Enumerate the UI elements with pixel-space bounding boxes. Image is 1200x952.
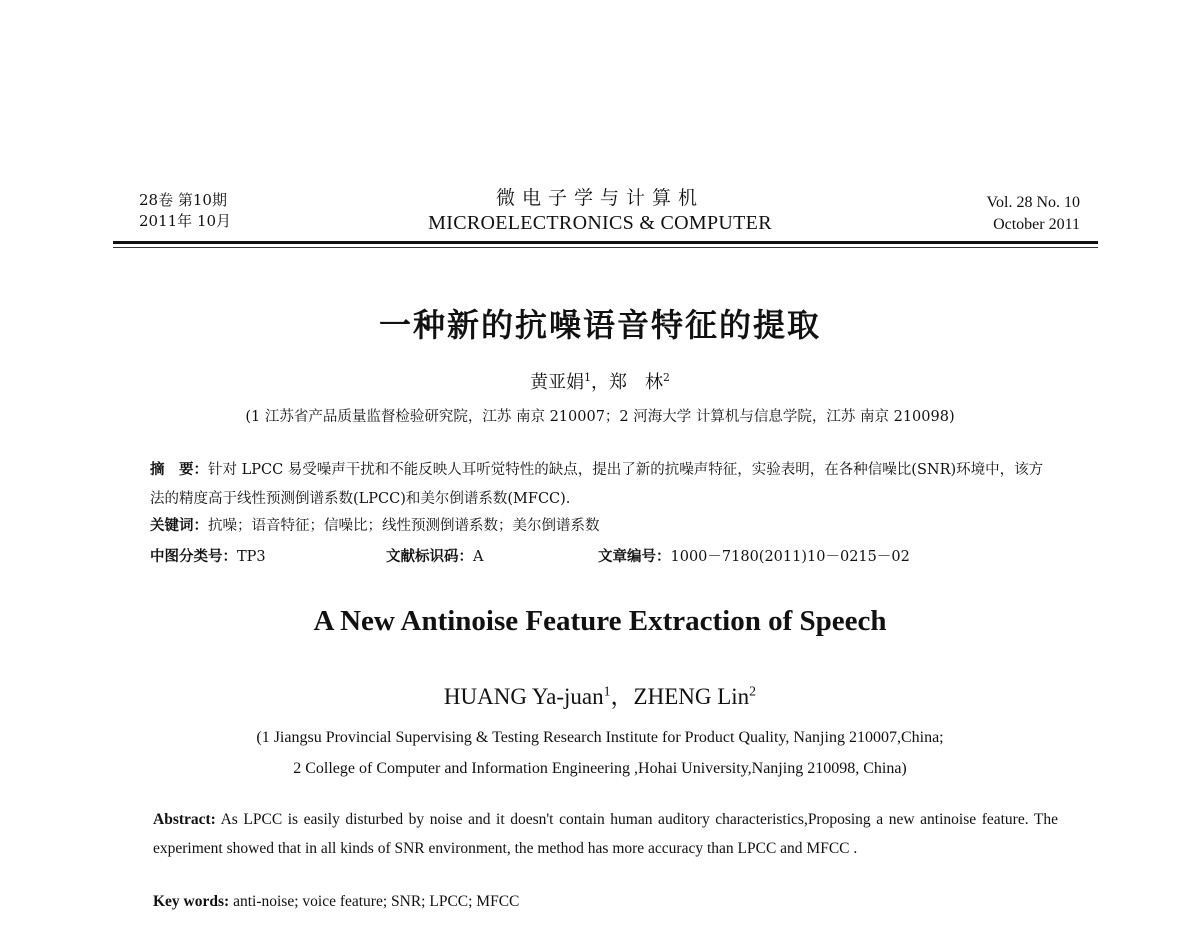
abstract-en-text: As LPCC is easily disturbed by noise and it doesn't contain human auditory characteristics,Proposing a new antinoise feature. The experiment showed that in all kinds of SNR environment, the method has more accuracy than LPCC and MFCC . [153,811,1058,857]
abstract-cn [150,456,1055,514]
author2-cn-sup: 2 [663,371,670,384]
abstract-cn-text: 针对 LPCC 易受噪声干扰和不能反映人耳听觉特性的缺点，提出了新的抗噪声特征，实验表明，在各种信噪比(SNR)环境中，该方法的精度高于线性预测倒谱系数(LPCC)和美尔倒谱系数(MFCC). [150,462,1044,507]
author2-cn: 郑 林 [609,372,663,393]
header-right [987,192,1081,236]
affiliation-en-line1: (1 Jiangsu Provincial Supervising & Testing Research Institute for Product Quality, Nanjing 210007,China; [256,729,944,746]
keywords-cn-text: 抗噪；语音特征；信噪比；线性预测倒谱系数；美尔倒谱系数 [208,518,600,534]
author1-en: HUANG Ya-juan [443,684,604,709]
document-code [386,545,483,566]
journal-name-cn: 微电子学与计算机 [495,187,704,209]
volume-issue-en: Vol. 28 No. 10 [986,194,1080,211]
article-no-label: 文章编号： [598,549,671,565]
affiliation-en-line2: 2 College of Computer and Information Engineering ,Hohai University,Nanjing 210098, China) [293,760,907,777]
article-number [598,545,910,566]
abstract-en-label: Abstract: [153,811,216,828]
author1-cn-sup: 1 [584,371,591,384]
header-rule-thin [113,247,1098,248]
header-rule-thick [113,241,1098,244]
keywords-en-text: anti-noise; voice feature; SNR; LPCC; MFCC [229,893,520,910]
author1-en-sup: 1 [603,683,611,699]
author2-en: ZHENG Lin [633,684,750,709]
clc-number [150,545,266,566]
doc-code-label: 文献标识码： [386,549,473,565]
date-cn: 2011年 10月 [139,212,232,230]
authors-en [0,678,1200,711]
keywords-en [153,893,1058,911]
keywords-cn-label: 关键词： [150,518,208,534]
article-no-value: 1000－7180(2011)10－0215－02 [670,549,910,565]
date-en: October 2011 [993,216,1080,233]
paper-title-en: A New Antinoise Feature Extraction of Speech [313,605,887,637]
author1-cn: 黄亚娟 [530,372,585,393]
affiliation-cn: (1 江苏省产品质量监督检验研究院，江苏 南京 210007；2 河海大学 计算机与信息学院，江苏 南京 210098) [245,409,955,425]
clc-value: TP3 [237,549,266,565]
keywords-en-label: Key words: [153,893,230,910]
paper-title-cn: 一种新的抗噪语音特征的提取 [378,306,821,344]
abstract-en [153,805,1058,863]
keywords-cn [150,514,1055,535]
author-separator-en: ， [610,684,634,709]
doc-code-value: A [473,549,484,565]
author-separator-cn: ， [591,372,609,393]
clc-label: 中图分类号： [150,549,237,565]
journal-name-en: MICROELECTRONICS & COMPUTER [428,212,772,234]
author2-en-sup: 2 [749,683,757,699]
volume-issue-cn: 28卷 第10期 [139,191,227,209]
authors-cn [0,368,1200,394]
abstract-cn-label: 摘 要： [150,462,208,478]
